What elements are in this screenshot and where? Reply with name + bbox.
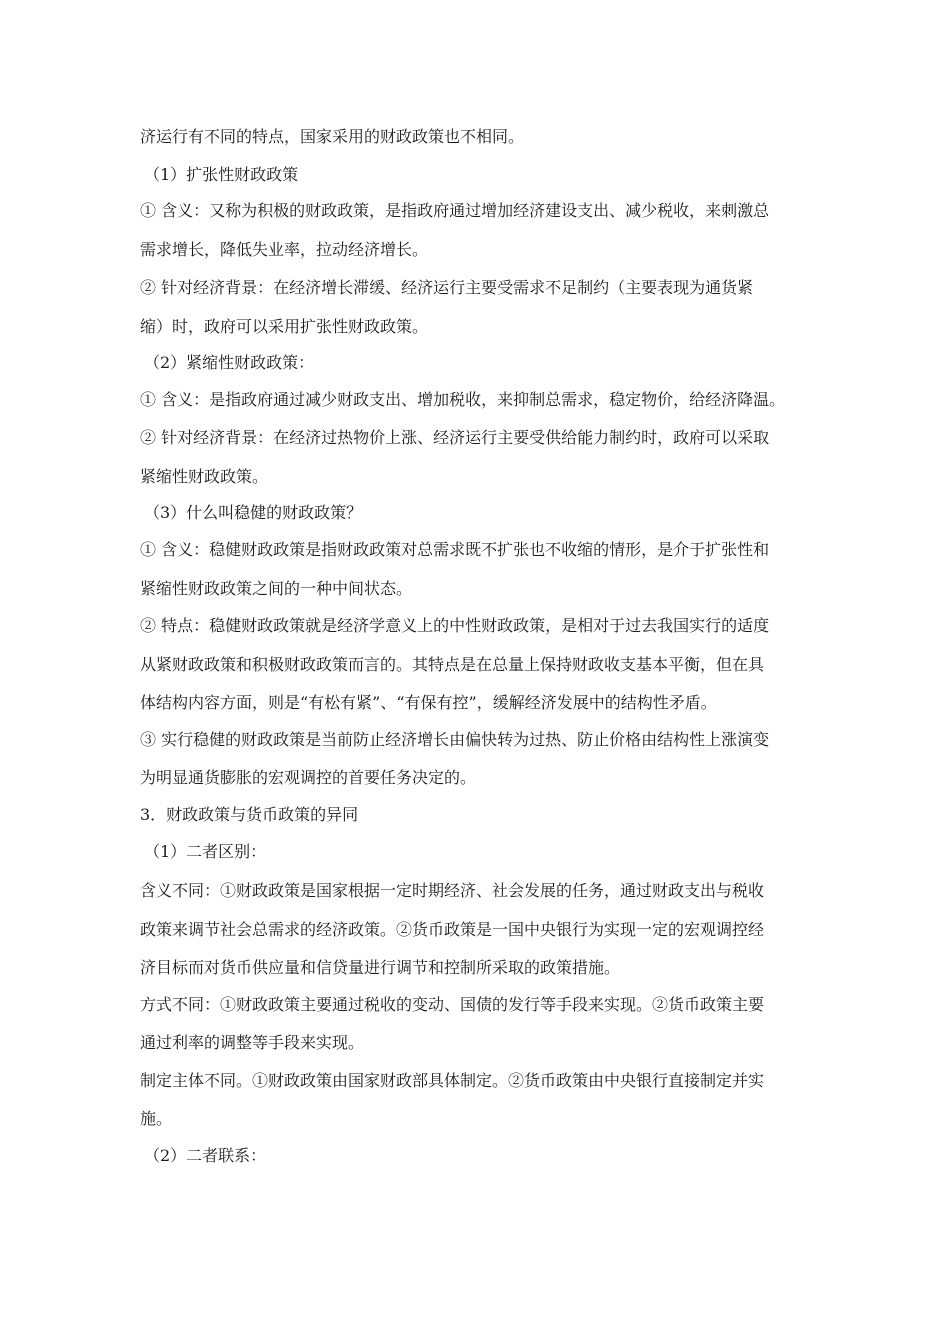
section-heading: （1）扩张性财政政策 [144, 165, 299, 184]
text-line: 施。 [140, 1109, 173, 1128]
text-line: 缩）时，政府可以采用扩张性财政政策。 [140, 317, 429, 336]
section-heading: （1）二者区别： [144, 842, 267, 861]
text-line: ① 含义：稳健财政政策是指财政政策对总需求既不扩张也不收缩的情形，是介于扩张性和 [140, 540, 770, 559]
text-line: ② 特点：稳健财政政策就是经济学意义上的中性财政政策，是相对于过去我国实行的适度 [140, 616, 770, 635]
section-heading: （3）什么叫稳健的财政政策？ [144, 503, 363, 522]
text-line: 体结构内容方面，则是“有松有紧”、“有保有控”，缓解经济发展中的结构性矛盾。 [140, 693, 717, 712]
text-line: ① 含义：又称为积极的财政政策，是指政府通过增加经济建设支出、减少税收，来刺激总 [140, 201, 770, 220]
text-line: ② 针对经济背景：在经济增长滞缓、经济运行主要受需求不足制约（主要表现为通货紧 [140, 278, 754, 297]
section-heading: （2）紧缩性财政政策： [144, 353, 315, 372]
text-line: 从紧财政政策和积极财政政策而言的。其特点是在总量上保持财政收支基本平衡，但在具 [140, 655, 765, 674]
text-line: 需求增长，降低失业率，拉动经济增长。 [140, 240, 429, 259]
text-line: 方式不同：①财政政策主要通过税收的变动、国债的发行等手段来实现。②货币政策主要 [140, 995, 765, 1014]
section-heading: 3．财政政策与货币政策的异同 [140, 805, 359, 824]
text-line: 紧缩性财政政策之间的一种中间状态。 [140, 579, 413, 598]
text-line: 通过利率的调整等手段来实现。 [140, 1033, 365, 1052]
text-line: 济目标而对货币供应量和信贷量进行调节和控制所采取的政策措施。 [140, 958, 621, 977]
text-line: 紧缩性财政政策。 [140, 467, 269, 486]
text-line: 为明显通货膨胀的宏观调控的首要任务决定的。 [140, 768, 477, 787]
text-line: ③ 实行稳健的财政政策是当前防止经济增长由偏快转为过热、防止价格由结构性上涨演变 [140, 730, 770, 749]
text-line: 含义不同：①财政政策是国家根据一定时期经济、社会发展的任务，通过财政支出与税收 [140, 881, 765, 900]
text-line: ② 针对经济背景：在经济过热物价上涨、经济运行主要受供给能力制约时，政府可以采取 [140, 428, 770, 447]
section-heading: （2）二者联系： [144, 1146, 267, 1165]
text-line: 政策来调节社会总需求的经济政策。②货币政策是一国中央银行为实现一定的宏观调控经 [140, 920, 765, 939]
text-line: 济运行有不同的特点，国家采用的财政政策也不相同。 [140, 127, 525, 146]
text-line: 制定主体不同。①财政政策由国家财政部具体制定。②货币政策由中央银行直接制定并实 [140, 1071, 765, 1090]
text-line: ① 含义：是指政府通过减少财政支出、增加税收，来抑制总需求，稳定物价，给经济降温。 [140, 390, 786, 409]
